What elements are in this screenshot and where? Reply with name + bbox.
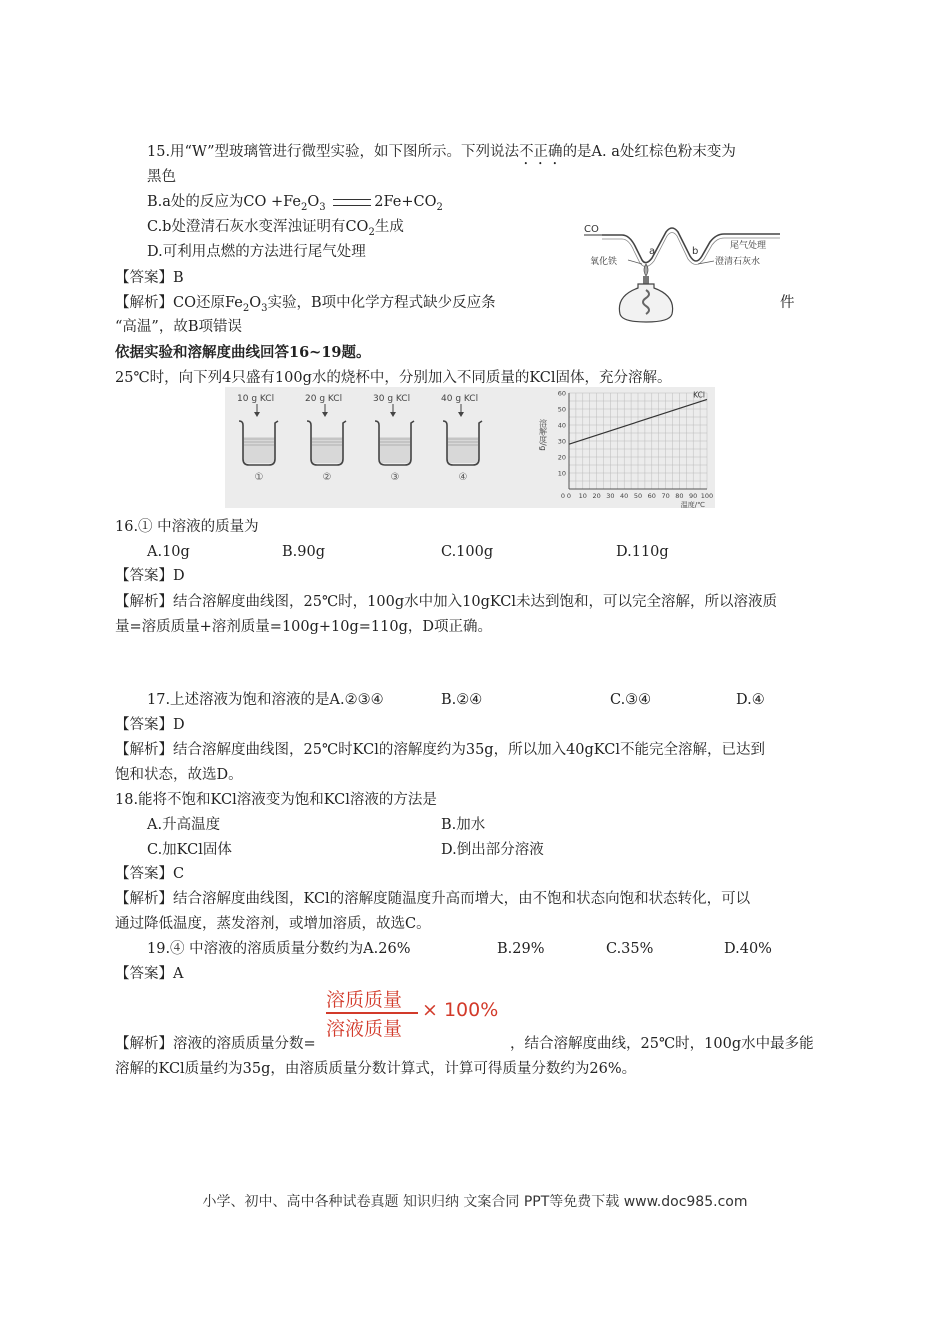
q17-analysis-line1: 【解析】结合溶解度曲线图，25℃时KCl的溶解度约为35g，所以加入40gKCl不能完全溶解，已达到 bbox=[115, 742, 765, 758]
section-title: 依据实验和溶解度曲线回答16~19题。 bbox=[115, 344, 371, 361]
q15-analysis-tail: 件 bbox=[780, 295, 795, 311]
q17-option-d: D.④ bbox=[736, 692, 765, 708]
q18-answer: 【答案】C bbox=[115, 866, 185, 882]
beaker-number: ③ bbox=[390, 472, 400, 483]
equals-arrow bbox=[333, 199, 371, 206]
beaker-label: 20 g KCl bbox=[305, 394, 343, 404]
beaker-arrowhead bbox=[390, 412, 396, 417]
beaker-number: ④ bbox=[458, 472, 468, 483]
kcl-solubility-chart bbox=[535, 387, 715, 508]
q18-option-c: C.加KCl固体 bbox=[147, 842, 232, 858]
q19-analysis-line2: 溶解的KCl质量约为35g，由溶质质量分数计算式，计算可得质量分数约为26%。 bbox=[115, 1061, 637, 1077]
q15-analysis-line2: “高温”，故B项错误 bbox=[115, 319, 242, 335]
q19-analysis-line1-post: ，结合溶解度曲线，25℃时，100g水中最多能 bbox=[510, 1036, 814, 1052]
q17-option-b: B.②④ bbox=[441, 692, 483, 708]
beaker-solution bbox=[379, 437, 411, 463]
beaker-arrowhead bbox=[322, 412, 328, 417]
beaker-solution bbox=[447, 437, 479, 463]
q16-option-d: D.110g bbox=[616, 544, 669, 560]
label-limewater: 澄清石灰水 bbox=[715, 257, 761, 267]
q15-stem-line1: 15.用“W”型玻璃管进行微型实验，如下图所示。下列说法不正确的是A. a处红棕色粉末变为 bbox=[147, 144, 736, 160]
y-axis-label: 溶解度/g bbox=[538, 419, 548, 451]
q15-emphasis: 不正确 bbox=[519, 144, 563, 160]
q18-stem: 18.能将不饱和KCl溶液变为饱和KCl溶液的方法是 bbox=[115, 792, 437, 808]
q19-option-d: D.40% bbox=[724, 941, 772, 957]
q15-option-d: D.可利用点燃的方法进行尾气处理 bbox=[147, 244, 366, 260]
y-tick-label: 10 bbox=[557, 469, 566, 478]
q15-option-c: C.b处澄清石灰水变浑浊证明有$CO_2$生成 bbox=[147, 219, 404, 238]
beakers-figure bbox=[225, 387, 525, 508]
q16-option-a: A.10g bbox=[147, 544, 190, 560]
x-tick-label: 60 bbox=[647, 492, 656, 500]
x-tick-label: 50 bbox=[633, 492, 643, 500]
q18-option-d: D.倒出部分溶液 bbox=[441, 842, 544, 858]
y-tick-label: 60 bbox=[557, 389, 566, 398]
beaker-number: ② bbox=[322, 472, 332, 483]
q16-analysis-line2: 量=溶质质量+溶剂质量=100g+10g=110g，D项正确。 bbox=[115, 619, 493, 635]
q17-stem: 17.上述溶液为饱和溶液的是A.②③④ bbox=[147, 692, 384, 708]
label-b: b bbox=[692, 246, 699, 257]
footer-banner: 小学、初中、高中各种试卷真题 知识归纳 文案合同 PPT等免费下载 www.doc985.com bbox=[202, 1194, 748, 1210]
q19-stem: 19.④ 中溶液的溶质质量分数约为A.26% bbox=[147, 941, 411, 957]
x-axis-label: 温度/℃ bbox=[680, 501, 705, 508]
x-origin-label: 0 bbox=[560, 492, 565, 500]
series-label: KCl bbox=[693, 390, 705, 400]
mass-fraction-formula bbox=[326, 985, 506, 1041]
label-co: CO bbox=[584, 224, 599, 235]
q15-stem-line2: 黑色 bbox=[147, 169, 176, 185]
x-tick-label: 40 bbox=[620, 492, 629, 500]
q19-option-c: C.35% bbox=[606, 941, 654, 957]
q19-analysis-line1-pre: 【解析】溶液的溶质质量分数= bbox=[115, 1036, 316, 1052]
x-tick-label: 70 bbox=[661, 492, 670, 500]
label-tail-gas: 尾气处理 bbox=[730, 241, 767, 251]
lamp-wick bbox=[643, 276, 649, 284]
q16-analysis-line1: 【解析】结合溶解度曲线图，25℃时，100g水中加入10gKCl未达到饱和，可以完全溶解，所以溶液质 bbox=[115, 594, 778, 610]
beaker-label: 30 g KCl bbox=[373, 394, 411, 404]
q18-analysis-line2: 通过降低温度，蒸发溶剂，或增加溶质，故选C。 bbox=[115, 916, 431, 932]
formula-times-100: × 100% bbox=[422, 999, 499, 1021]
formula-numerator: 溶质质量 bbox=[326, 989, 403, 1011]
q19-option-b: B.29% bbox=[497, 941, 545, 957]
q18-analysis-line1: 【解析】结合溶解度曲线图，KCl的溶解度随温度升高而增大，由不饱和状态向饱和状态转化，可以 bbox=[115, 891, 751, 907]
beaker-label: 10 g KCl bbox=[237, 394, 275, 404]
q15-analysis-line1: 【解析】CO还原$Fe_2O_3$实验，B项中化学方程式缺少反应条 bbox=[115, 295, 496, 314]
q16-option-c: C.100g bbox=[441, 544, 494, 560]
y-tick-label: 30 bbox=[557, 437, 566, 446]
label-iron-oxide: 氧化铁 bbox=[590, 257, 618, 267]
q17-analysis-line2: 饱和状态，故选D。 bbox=[115, 767, 243, 783]
q19-answer: 【答案】A bbox=[115, 966, 184, 982]
q16-answer: 【答案】D bbox=[115, 568, 185, 584]
experiment-figure bbox=[225, 387, 715, 508]
w-tube-apparatus-figure bbox=[580, 218, 790, 328]
q15-option-b: B.a处的反应为CO $+Fe_2O_3$ $2Fe+CO_2$ bbox=[147, 194, 443, 213]
x-tick-label: 90 bbox=[689, 492, 698, 500]
flame bbox=[644, 264, 648, 276]
q17-answer: 【答案】D bbox=[115, 717, 185, 733]
beaker-label: 40 g KCl bbox=[441, 394, 479, 404]
q17-option-c: C.③④ bbox=[610, 692, 652, 708]
formula-denominator: 溶液质量 bbox=[326, 1018, 403, 1040]
x-tick-label: 0 bbox=[566, 492, 572, 500]
y-tick-label: 50 bbox=[557, 405, 566, 414]
q16-stem: 16.① 中溶液的质量为 bbox=[115, 519, 259, 535]
y-tick-label: 20 bbox=[557, 453, 566, 462]
beaker-solution bbox=[311, 437, 343, 463]
beaker-arrowhead bbox=[254, 412, 260, 417]
y-tick-label: 40 bbox=[557, 421, 566, 430]
q16-option-b: B.90g bbox=[282, 544, 325, 560]
label-a: a bbox=[649, 246, 656, 257]
x-tick-label: 80 bbox=[675, 492, 684, 500]
alcohol-lamp bbox=[619, 284, 672, 322]
x-tick-label: 30 bbox=[606, 492, 615, 500]
x-tick-label: 20 bbox=[592, 492, 601, 500]
beaker-arrowhead bbox=[458, 412, 464, 417]
q18-option-a: A.升高温度 bbox=[147, 817, 221, 833]
section-intro: 25℃时，向下列4只盛有100g水的烧杯中，分别加入不同质量的KCl固体，充分溶解。 bbox=[115, 370, 672, 386]
x-tick-label: 100 bbox=[700, 492, 714, 500]
x-tick-label: 10 bbox=[578, 492, 587, 500]
q18-option-b: B.加水 bbox=[441, 817, 486, 833]
q15-answer: 【答案】B bbox=[115, 270, 184, 286]
beaker-solution bbox=[243, 437, 275, 463]
beaker-number: ① bbox=[254, 472, 264, 483]
